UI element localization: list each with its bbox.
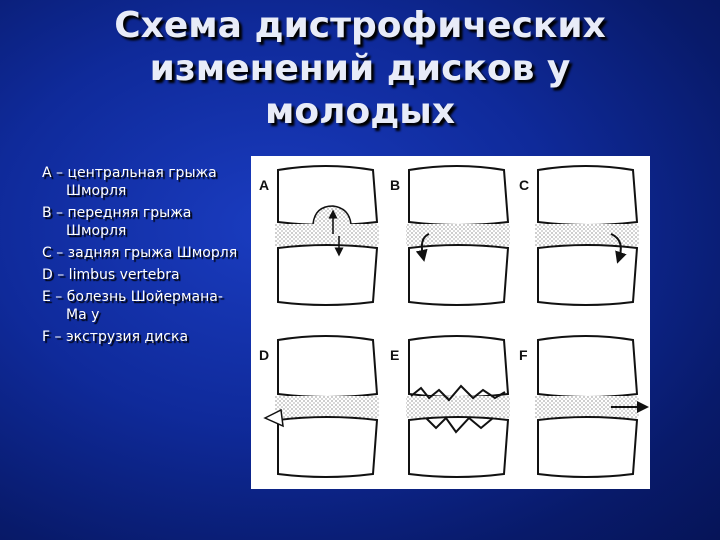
- panel-label-c: C: [519, 177, 530, 193]
- slide-title: [0, 4, 720, 133]
- panel-label-d: D: [259, 347, 270, 363]
- panel-label-f: F: [519, 347, 528, 363]
- panel-a: [259, 166, 379, 305]
- panel-label-a: A: [259, 177, 270, 193]
- legend-item-f: F – экструзия диска: [42, 329, 189, 345]
- legend-item-b: В – передняя грыжа Шморля: [42, 205, 192, 239]
- panel-f: [519, 336, 643, 477]
- panel-e: [390, 336, 510, 477]
- title-line-1: Схема дистрофических: [114, 5, 606, 46]
- title-line-2: изменений дисков у: [149, 48, 571, 89]
- legend-item-a: А – центральная грыжа Шморля: [42, 165, 217, 199]
- disc-diagram-svg: [251, 156, 650, 489]
- panel-b: [390, 166, 510, 305]
- disc-diagram: [251, 156, 650, 489]
- panel-d: [259, 336, 379, 477]
- panel-c: [519, 166, 639, 305]
- panel-label-e: E: [390, 347, 400, 363]
- disc: [275, 224, 379, 246]
- legend-list: [42, 164, 242, 350]
- legend-item-d: D – limbus vertebra: [42, 267, 180, 283]
- panel-label-b: B: [390, 177, 401, 193]
- legend-item-e: Е – болезнь Шойермана-Ма у: [42, 289, 223, 323]
- legend-item-c: С – задняя грыжа Шморля: [42, 245, 238, 261]
- title-line-3: молодых: [264, 91, 456, 132]
- vertebra-lower: [278, 245, 377, 305]
